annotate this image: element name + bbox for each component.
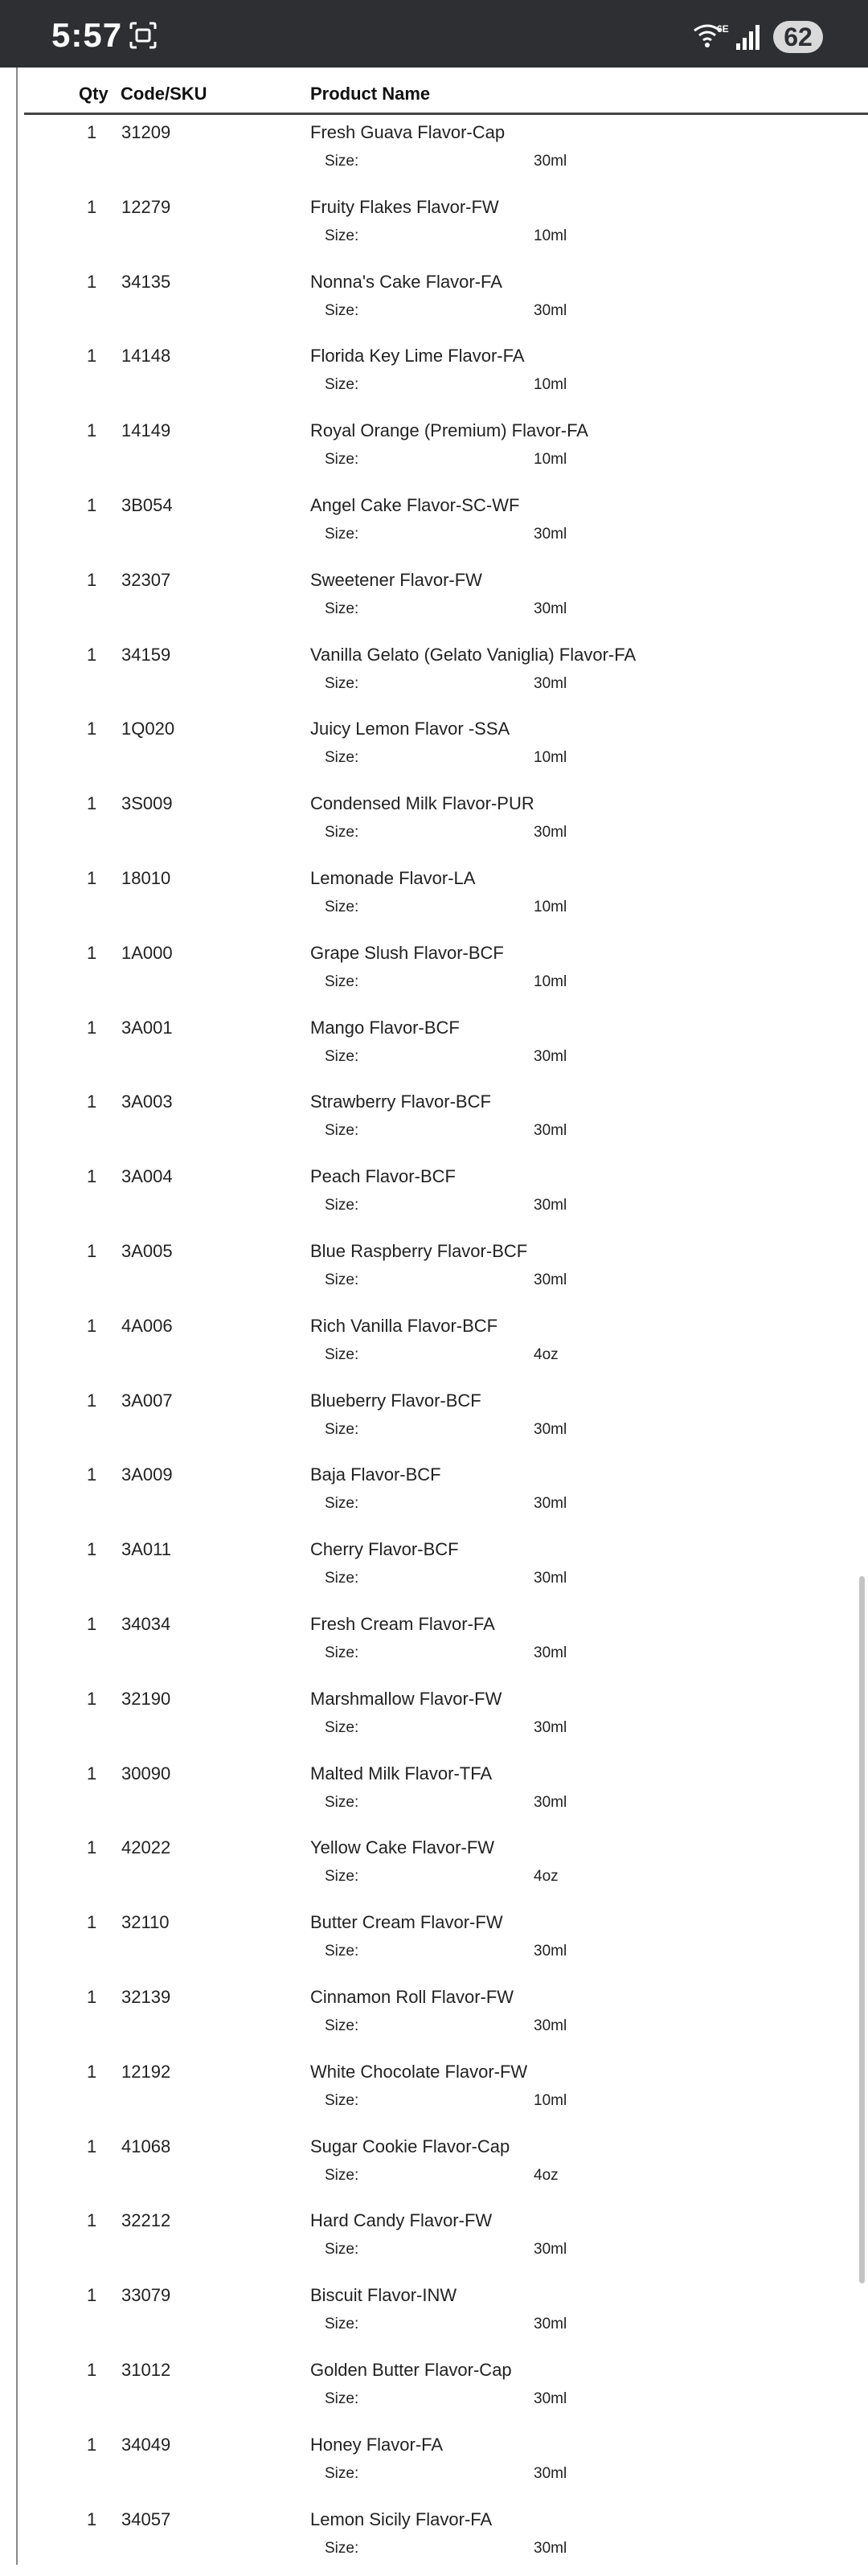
qty-cell: 1 [87,1614,96,1635]
qty-cell: 1 [87,719,96,739]
product-name: Blue Raspberry Flavor-BCF [310,1241,527,1262]
qty-cell: 1 [87,2210,96,2231]
size-value: 10ml [534,973,567,991]
qty-cell: 1 [87,793,96,814]
table-row [0,1830,868,1905]
header-code: Code/SKU [121,84,207,104]
table-row [0,2129,868,2204]
table-row [0,786,868,861]
qty-cell: 1 [87,1539,96,1560]
size-value: 30ml [534,1943,567,1960]
code-cell: 32110 [121,1912,170,1933]
product-name: Mango Flavor-BCF [310,1018,460,1038]
qty-cell: 1 [87,1689,96,1710]
code-cell: 14148 [121,346,170,367]
header-qty: Qty [79,84,108,104]
table-row [0,637,868,712]
product-name: Yellow Cake Flavor-FW [310,1837,494,1858]
table-row [0,1383,868,1458]
code-cell: 32139 [121,1987,170,2008]
product-name: Lemon Sicily Flavor-FA [310,2509,492,2530]
table-row [0,2502,868,2576]
size-value: 30ml [534,2390,567,2408]
product-name: Cinnamon Roll Flavor-FW [310,1987,514,2008]
size-label: Size: [325,1719,358,1737]
table-row [0,1980,868,2054]
table-row [0,2278,868,2353]
size-value: 10ml [534,899,567,916]
product-name: Angel Cake Flavor-SC-WF [310,495,519,516]
size-label: Size: [325,153,358,170]
size-label: Size: [325,1495,358,1513]
qty-cell: 1 [87,420,96,441]
size-value: 30ml [534,600,567,618]
qty-cell: 1 [87,1390,96,1411]
table-row [0,861,868,936]
code-cell: 3A003 [121,1091,173,1112]
code-cell: 34159 [121,645,170,666]
size-value: 10ml [534,749,567,767]
size-label: Size: [325,1868,358,1886]
size-label: Size: [325,227,358,245]
code-cell: 33079 [121,2285,170,2306]
qty-cell: 1 [87,2360,96,2381]
table-header [24,68,868,115]
qty-cell: 1 [87,1166,96,1187]
product-name: Royal Orange (Premium) Flavor-FA [310,420,588,441]
product-name: Fruity Flakes Flavor-FW [310,197,499,218]
size-label: Size: [325,451,358,469]
code-cell: 34049 [121,2435,170,2455]
product-name: Golden Butter Flavor-Cap [310,2360,512,2381]
size-label: Size: [325,2316,358,2333]
table-row [0,563,868,637]
code-cell: 31012 [121,2360,170,2381]
code-cell: 3A007 [121,1390,173,1411]
qty-cell: 1 [87,272,96,293]
size-value: 10ml [534,451,567,469]
qty-cell: 1 [87,2285,96,2306]
scrollbar[interactable] [859,1576,865,2283]
qty-cell: 1 [87,346,96,367]
code-cell: 3S009 [121,793,173,814]
qty-cell: 1 [87,645,96,666]
product-name: Nonna's Cake Flavor-FA [310,272,502,293]
qty-cell: 1 [87,1241,96,1262]
size-label: Size: [325,1346,358,1364]
size-label: Size: [325,526,358,543]
table-row [0,1084,868,1159]
table-row [0,190,868,264]
product-name: Cherry Flavor-BCF [310,1539,459,1560]
size-value: 10ml [534,227,567,245]
code-cell: 3A005 [121,1241,173,1262]
table-row [0,1905,868,1980]
size-label: Size: [325,1570,358,1587]
table-row [0,2203,868,2278]
size-value: 30ml [534,1048,567,1066]
size-value: 4oz [534,2167,559,2185]
qty-cell: 1 [87,570,96,591]
size-label: Size: [325,1421,358,1439]
qty-cell: 1 [87,1987,96,2008]
product-name: Peach Flavor-BCF [310,1166,456,1187]
product-name: Florida Key Lime Flavor-FA [310,346,525,367]
code-cell: 32212 [121,2210,170,2231]
size-value: 30ml [534,2540,567,2558]
code-cell: 41068 [121,2136,170,2157]
qty-cell: 1 [87,1018,96,1038]
table-row [0,1607,868,1681]
size-value: 30ml [534,1197,567,1214]
size-label: Size: [325,1943,358,1960]
qty-cell: 1 [87,1912,96,1933]
product-name: Malted Milk Flavor-TFA [310,1763,492,1784]
table-row [0,115,868,190]
code-cell: 32307 [121,570,170,591]
status-time: 5:57 [51,16,122,55]
code-cell: 34135 [121,272,170,293]
size-value: 30ml [534,2316,567,2333]
size-label: Size: [325,824,358,842]
qty-cell: 1 [87,495,96,516]
product-name: Honey Flavor-FA [310,2435,443,2455]
code-cell: 42022 [121,1837,170,1858]
size-value: 30ml [534,1272,567,1289]
size-label: Size: [325,376,358,394]
table-row [0,1159,868,1234]
size-label: Size: [325,2092,358,2110]
table-row [0,1234,868,1308]
product-name: Sugar Cookie Flavor-Cap [310,2136,510,2157]
product-name: Juicy Lemon Flavor -SSA [310,719,510,739]
size-label: Size: [325,2390,358,2408]
code-cell: 1A000 [121,943,173,964]
qty-cell: 1 [87,2136,96,2157]
qty-cell: 1 [87,122,96,143]
code-cell: 31209 [121,122,170,143]
size-value: 30ml [534,1122,567,1140]
code-cell: 18010 [121,868,170,889]
product-name: Hard Candy Flavor-FW [310,2210,492,2231]
code-cell: 14149 [121,420,170,441]
product-name: Biscuit Flavor-INW [310,2285,457,2306]
size-value: 30ml [534,153,567,170]
table-row [0,936,868,1010]
product-name: Rich Vanilla Flavor-BCF [310,1316,497,1337]
table-row [0,2427,868,2502]
size-label: Size: [325,899,358,916]
header-product-name: Product Name [310,84,430,104]
product-list [0,115,868,2576]
size-value: 30ml [534,675,567,693]
size-label: Size: [325,749,358,767]
status-bar [0,0,868,68]
size-value: 30ml [534,2241,567,2259]
table-row [0,1532,868,1607]
size-label: Size: [325,2540,358,2558]
product-name: White Chocolate Flavor-FW [310,2062,527,2083]
size-value: 30ml [534,1495,567,1513]
qty-cell: 1 [87,2435,96,2455]
qty-cell: 1 [87,1316,96,1337]
size-value: 30ml [534,1570,567,1587]
product-name: Vanilla Gelato (Gelato Vaniglia) Flavor-FA [310,645,636,666]
code-cell: 3B054 [121,495,173,516]
size-label: Size: [325,973,358,991]
size-value: 30ml [534,1644,567,1662]
signal-icon [735,23,762,51]
size-label: Size: [325,1644,358,1662]
qty-cell: 1 [87,1091,96,1112]
product-name: Baja Flavor-BCF [310,1464,441,1485]
table-row [0,1681,868,1756]
code-cell: 3A004 [121,1166,173,1187]
product-name: Butter Cream Flavor-FW [310,1912,503,1933]
table-row [0,1010,868,1085]
code-cell: 30090 [121,1763,170,1784]
size-label: Size: [325,1197,358,1214]
size-label: Size: [325,302,358,320]
product-name: Condensed Milk Flavor-PUR [310,793,534,814]
qty-cell: 1 [87,197,96,218]
table-row [0,1756,868,1831]
size-value: 10ml [534,376,567,394]
product-name: Grape Slush Flavor-BCF [310,943,504,964]
size-value: 30ml [534,1421,567,1439]
code-cell: 34057 [121,2509,170,2530]
code-cell: 3A009 [121,1464,173,1485]
qty-cell: 1 [87,943,96,964]
screenshot-icon [129,21,158,50]
table-row [0,2054,868,2129]
code-cell: 12279 [121,197,170,218]
wifi-icon [693,23,730,50]
size-label: Size: [325,2017,358,2035]
table-row [0,488,868,563]
product-name: Sweetener Flavor-FW [310,570,482,591]
qty-cell: 1 [87,2509,96,2530]
size-value: 30ml [534,2465,567,2483]
size-label: Size: [325,2241,358,2259]
table-row [0,264,868,339]
network-type-label: 6E [717,23,729,35]
size-label: Size: [325,1272,358,1289]
size-value: 30ml [534,526,567,543]
table-row [0,2353,868,2427]
size-label: Size: [325,2167,358,2185]
size-value: 30ml [534,302,567,320]
size-value: 4oz [534,1868,559,1886]
size-value: 30ml [534,1719,567,1737]
product-name: Marshmallow Flavor-FW [310,1689,502,1710]
product-name: Blueberry Flavor-BCF [310,1390,481,1411]
code-cell: 12192 [121,2062,170,2083]
size-value: 30ml [534,824,567,842]
qty-cell: 1 [87,868,96,889]
size-value: 10ml [534,2092,567,2110]
size-label: Size: [325,1794,358,1812]
qty-cell: 1 [87,2062,96,2083]
product-name: Strawberry Flavor-BCF [310,1091,491,1112]
code-cell: 4A006 [121,1316,173,1337]
code-cell: 34034 [121,1614,170,1635]
size-label: Size: [325,1048,358,1066]
product-name: Lemonade Flavor-LA [310,868,475,889]
product-name: Fresh Guava Flavor-Cap [310,122,505,143]
code-cell: 3A011 [121,1539,171,1560]
table-row [0,1308,868,1383]
qty-cell: 1 [87,1837,96,1858]
table-row [0,338,868,413]
code-cell: 1Q020 [121,719,174,739]
table-row [0,413,868,488]
size-label: Size: [325,2465,358,2483]
qty-cell: 1 [87,1763,96,1784]
size-value: 30ml [534,2017,567,2035]
size-label: Size: [325,600,358,618]
table-row [0,711,868,786]
table-row [0,1457,868,1532]
size-label: Size: [325,675,358,693]
qty-cell: 1 [87,1464,96,1485]
size-value: 30ml [534,1794,567,1812]
battery-indicator: 62 [773,21,823,53]
size-label: Size: [325,1122,358,1140]
code-cell: 32190 [121,1689,170,1710]
size-value: 4oz [534,1346,559,1364]
code-cell: 3A001 [121,1018,173,1038]
product-name: Fresh Cream Flavor-FA [310,1614,495,1635]
